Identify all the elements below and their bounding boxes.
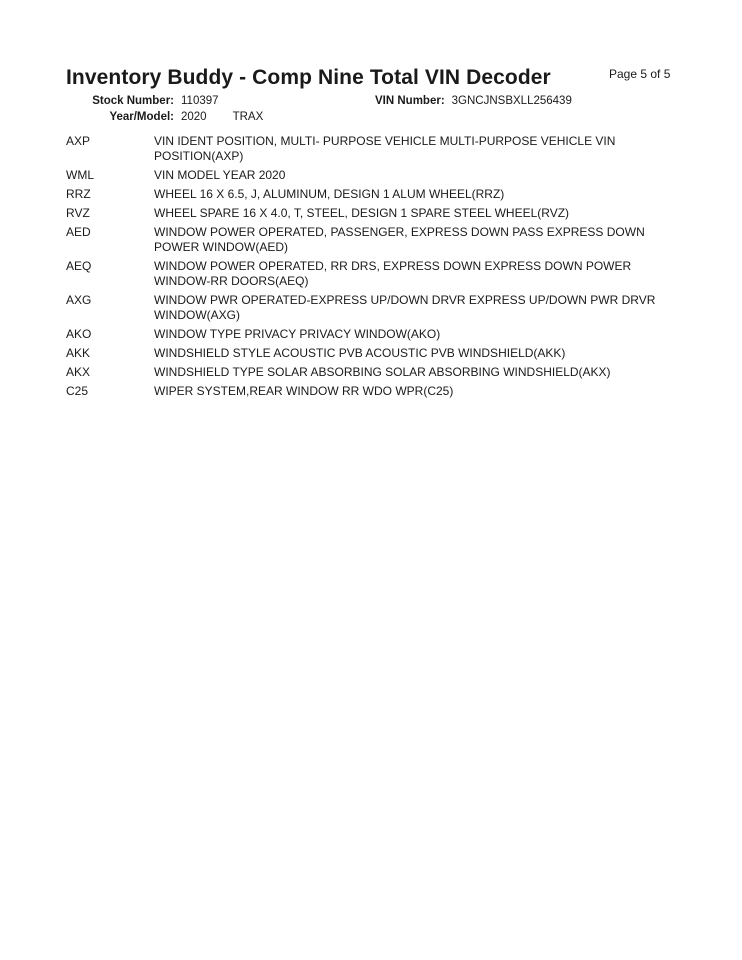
option-code: AEQ: [66, 259, 92, 273]
option-description: WINDSHIELD TYPE SOLAR ABSORBING SOLAR ABSORBING WINDSHIELD(AKX): [154, 365, 611, 379]
option-description: WIPER SYSTEM,REAR WINDOW RR WDO WPR(C25): [154, 384, 454, 398]
year-model-row: [90, 111, 263, 123]
list-item: [66, 259, 676, 289]
list-item: [66, 134, 676, 164]
option-code: AXG: [66, 293, 92, 307]
option-description: VIN MODEL YEAR 2020: [154, 168, 286, 182]
list-item: [66, 384, 676, 399]
list-item: [66, 346, 676, 361]
option-code: AKK: [66, 346, 91, 360]
option-description: WHEEL SPARE 16 X 4.0, T, STEEL, DESIGN 1 SPARE STEEL WHEEL(RVZ): [154, 206, 570, 220]
page-number: Page 5 of 5: [609, 67, 671, 81]
option-description: WINDOW POWER OPERATED, PASSENGER, EXPRESS DOWN PASS EXPRESS DOWN POWER WINDOW(AED): [154, 225, 645, 254]
vin-number-row: [375, 95, 572, 107]
option-description: WINDOW PWR OPERATED-EXPRESS UP/DOWN DRVR EXPRESS UP/DOWN PWR DRVR WINDOW(AXG): [154, 293, 656, 322]
vin-number-label: VIN Number:: [375, 95, 445, 107]
option-code: RVZ: [66, 206, 90, 220]
model-value: TRAX: [232, 111, 264, 123]
stock-number-row: [90, 95, 219, 107]
list-item: [66, 293, 676, 323]
stock-number-label: Stock Number:: [92, 95, 174, 107]
option-code: RRZ: [66, 187, 91, 201]
stock-number-value: 110397: [181, 95, 219, 107]
option-description: WHEEL 16 X 6.5, J, ALUMINUM, DESIGN 1 ALUM WHEEL(RRZ): [154, 187, 505, 201]
list-item: [66, 365, 676, 380]
list-item: [66, 206, 676, 221]
option-code: C25: [66, 384, 89, 398]
option-code: AKO: [66, 327, 92, 341]
year-value: 2020: [181, 111, 207, 123]
option-code-list: [66, 134, 676, 403]
vin-number-value: 3GNCJNSBXLL256439: [451, 95, 572, 107]
list-item: [66, 168, 676, 183]
year-model-label: Year/Model:: [109, 111, 174, 123]
document-title: Inventory Buddy - Comp Nine Total VIN Decoder: [66, 66, 551, 89]
list-item: [66, 225, 676, 255]
option-description: WINDOW TYPE PRIVACY PRIVACY WINDOW(AKO): [154, 327, 441, 341]
option-description: WINDOW POWER OPERATED, RR DRS, EXPRESS DOWN EXPRESS DOWN POWER WINDOW-RR DOORS(AEQ): [154, 259, 632, 288]
option-code: AKX: [66, 365, 91, 379]
option-code: AED: [66, 225, 91, 239]
list-item: [66, 327, 676, 342]
option-code: AXP: [66, 134, 91, 148]
list-item: [66, 187, 676, 202]
option-description: VIN IDENT POSITION, MULTI- PURPOSE VEHICLE MULTI-PURPOSE VEHICLE VIN POSITION(AXP): [154, 134, 616, 163]
option-description: WINDSHIELD STYLE ACOUSTIC PVB ACOUSTIC PVB WINDSHIELD(AKK): [154, 346, 566, 360]
option-code: WML: [66, 168, 94, 182]
